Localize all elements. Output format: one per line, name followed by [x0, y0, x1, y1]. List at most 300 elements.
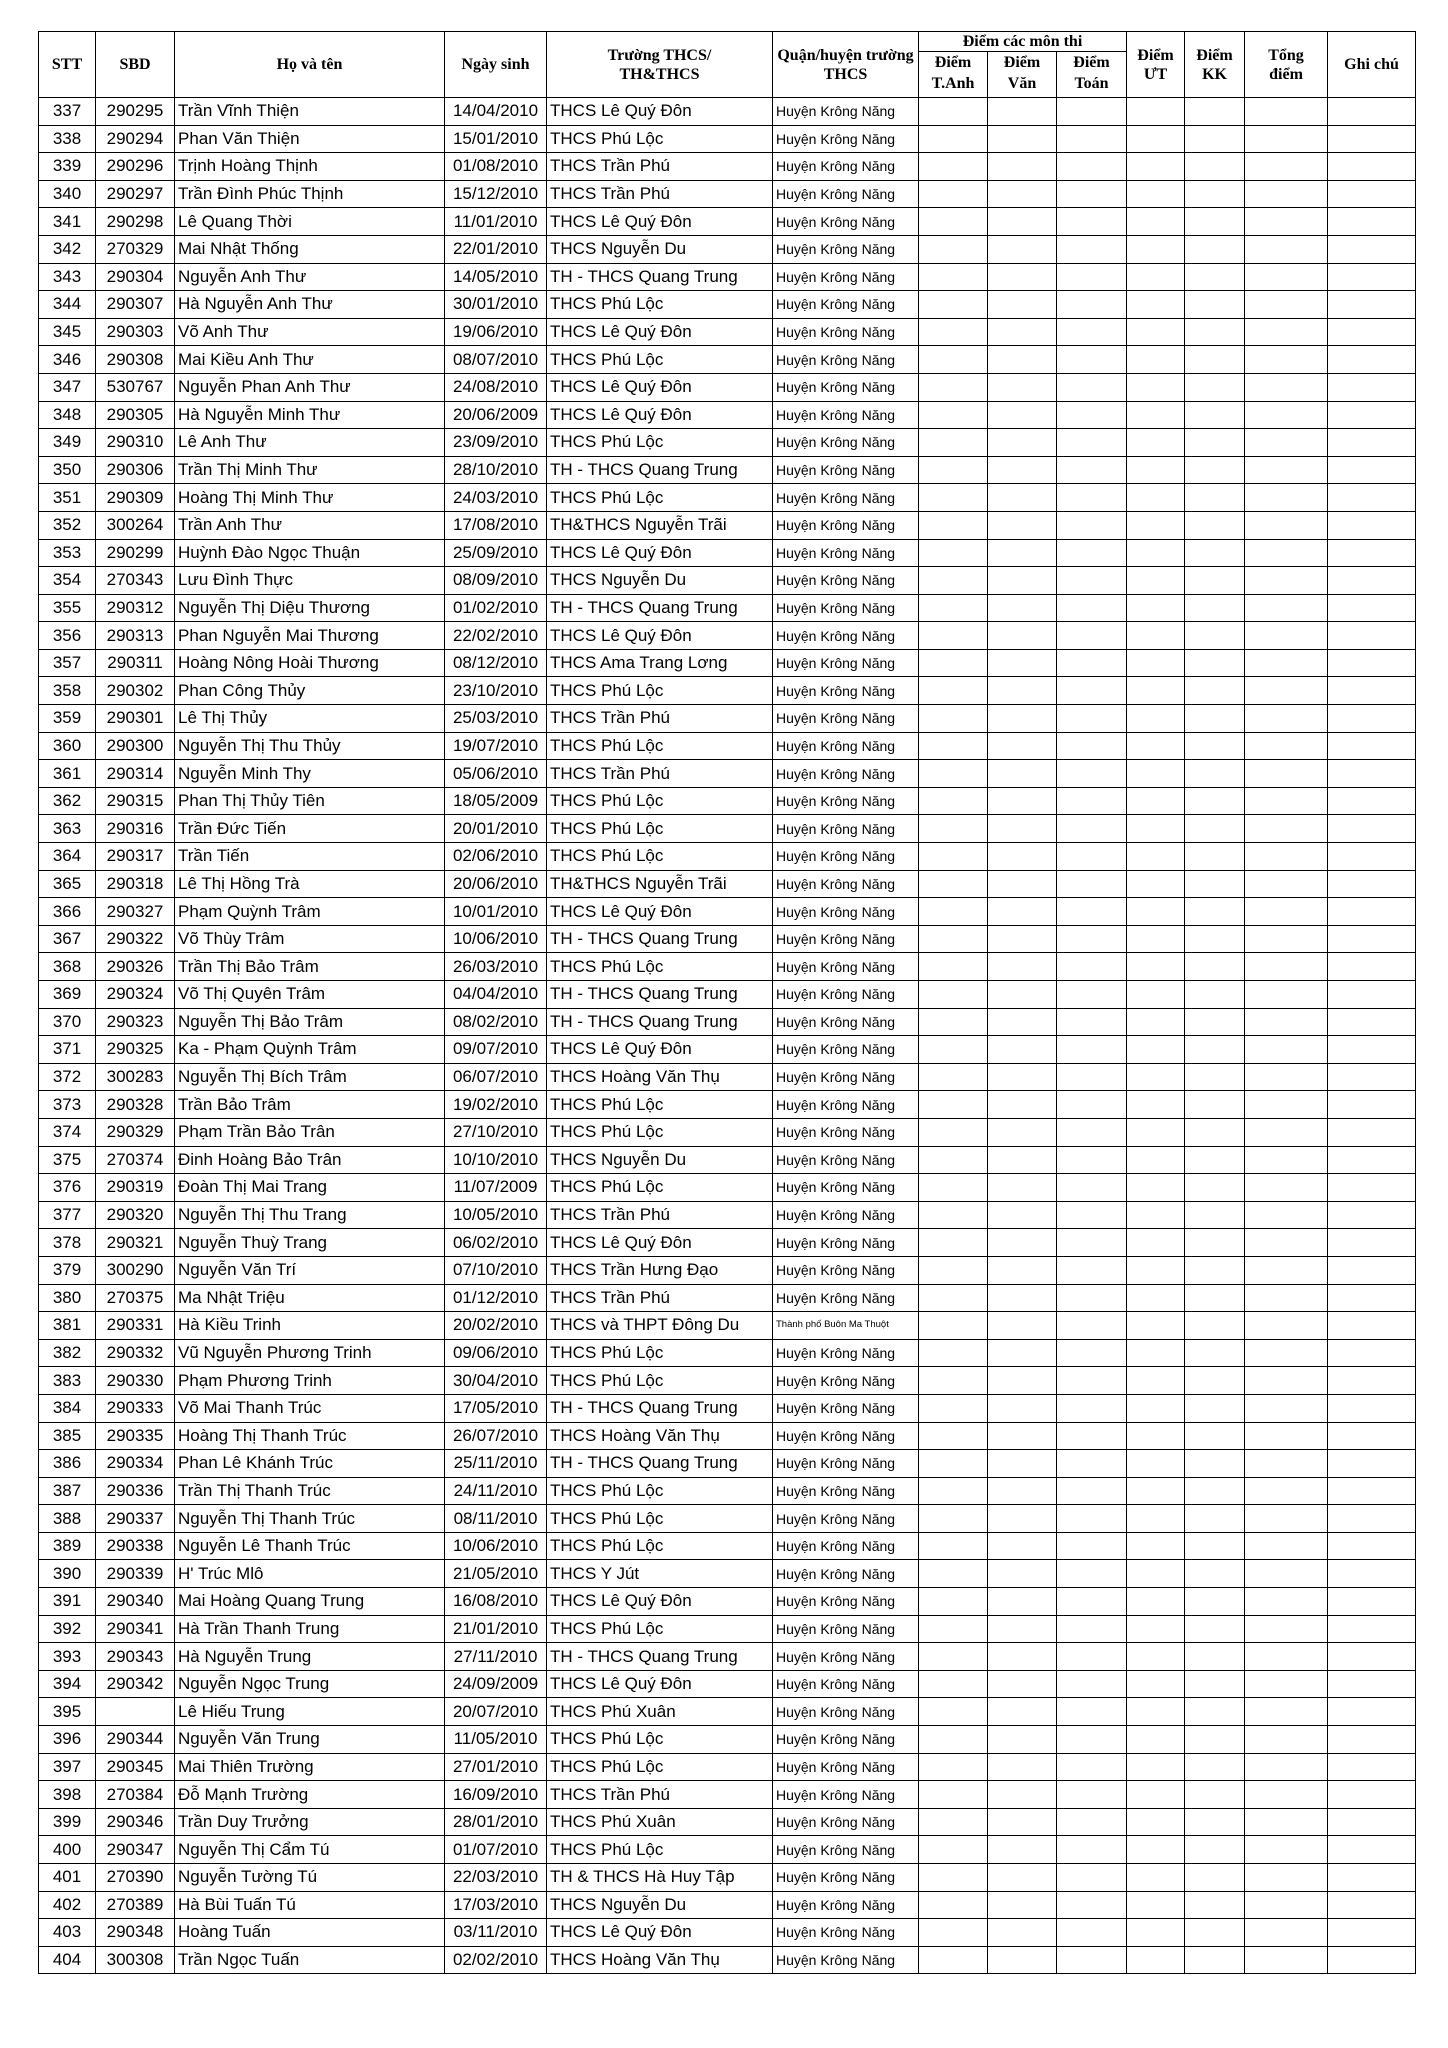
table-row: [39, 1588, 1416, 1616]
cell-total: [1245, 484, 1328, 512]
cell-score-math: [1057, 760, 1127, 788]
cell-note: [1328, 677, 1416, 705]
cell-priority: [1127, 1036, 1185, 1064]
cell-sbd: 300308: [96, 1946, 175, 1974]
cell-stt: 339: [39, 153, 96, 181]
cell-bonus: [1185, 1588, 1245, 1616]
cell-stt: 393: [39, 1643, 96, 1671]
cell-dob: 27/10/2010: [445, 1118, 547, 1146]
cell-bonus: [1185, 373, 1245, 401]
cell-total: [1245, 1891, 1328, 1919]
cell-stt: 365: [39, 870, 96, 898]
cell-name: Nguyễn Văn Trung: [175, 1726, 445, 1754]
cell-bonus: [1185, 953, 1245, 981]
cell-sbd: 290325: [96, 1036, 175, 1064]
table-row: [39, 1284, 1416, 1312]
cell-total: [1245, 1146, 1328, 1174]
cell-score-literature: [988, 1891, 1057, 1919]
cell-bonus: [1185, 1450, 1245, 1478]
cell-note: [1328, 981, 1416, 1009]
cell-score-literature: [988, 1753, 1057, 1781]
cell-district: Huyện Krông Năng: [773, 1560, 919, 1588]
cell-priority: [1127, 843, 1185, 871]
cell-total: [1245, 925, 1328, 953]
cell-bonus: [1185, 843, 1245, 871]
cell-sbd: 290301: [96, 705, 175, 733]
cell-name: Nguyễn Thị Thu Trang: [175, 1201, 445, 1229]
cell-dob: 08/07/2010: [445, 346, 547, 374]
table-row: [39, 318, 1416, 346]
cell-note: [1328, 429, 1416, 457]
cell-dob: 30/01/2010: [445, 291, 547, 319]
cell-note: [1328, 1864, 1416, 1892]
cell-school: THCS Trần Hưng Đạo: [547, 1256, 773, 1284]
cell-bonus: [1185, 180, 1245, 208]
cell-total: [1245, 1256, 1328, 1284]
cell-school: THCS Y Jút: [547, 1560, 773, 1588]
cell-district: Huyện Krông Năng: [773, 1891, 919, 1919]
cell-sbd: 290308: [96, 346, 175, 374]
cell-score-literature: [988, 925, 1057, 953]
cell-note: [1328, 1505, 1416, 1533]
table-row: [39, 1450, 1416, 1478]
cell-district: Huyện Krông Năng: [773, 346, 919, 374]
cell-score-literature: [988, 870, 1057, 898]
cell-district: Huyện Krông Năng: [773, 1008, 919, 1036]
cell-name: Trần Anh Thư: [175, 511, 445, 539]
cell-bonus: [1185, 98, 1245, 126]
cell-name: Trịnh Hoàng Thịnh: [175, 153, 445, 181]
cell-school: TH - THCS Quang Trung: [547, 925, 773, 953]
cell-note: [1328, 732, 1416, 760]
cell-note: [1328, 843, 1416, 871]
cell-score-literature: [988, 732, 1057, 760]
cell-total: [1245, 1643, 1328, 1671]
cell-score-literature: [988, 539, 1057, 567]
cell-total: [1245, 1560, 1328, 1588]
cell-district: Huyện Krông Năng: [773, 1919, 919, 1947]
cell-district: Huyện Krông Năng: [773, 153, 919, 181]
cell-sbd: 270329: [96, 235, 175, 263]
cell-bonus: [1185, 208, 1245, 236]
cell-score-english: [919, 291, 988, 319]
cell-dob: 08/02/2010: [445, 1008, 547, 1036]
cell-score-english: [919, 925, 988, 953]
cell-score-math: [1057, 180, 1127, 208]
cell-score-english: [919, 318, 988, 346]
cell-name: Trần Tiến: [175, 843, 445, 871]
cell-sbd: 270375: [96, 1284, 175, 1312]
cell-school: THCS Lê Quý Đôn: [547, 98, 773, 126]
table-row: [39, 760, 1416, 788]
cell-school: TH&THCS Nguyễn Trãi: [547, 870, 773, 898]
cell-total: [1245, 870, 1328, 898]
cell-bonus: [1185, 318, 1245, 346]
cell-dob: 09/07/2010: [445, 1036, 547, 1064]
cell-priority: [1127, 180, 1185, 208]
cell-dob: 18/05/2009: [445, 787, 547, 815]
cell-dob: 17/05/2010: [445, 1394, 547, 1422]
cell-name: Phan Nguyễn Mai Thương: [175, 622, 445, 650]
cell-dob: 26/03/2010: [445, 953, 547, 981]
cell-bonus: [1185, 1036, 1245, 1064]
cell-score-math: [1057, 1919, 1127, 1947]
cell-score-english: [919, 649, 988, 677]
table-row: [39, 235, 1416, 263]
cell-name: Hà Bùi Tuấn Tú: [175, 1891, 445, 1919]
cell-note: [1328, 815, 1416, 843]
table-row: [39, 787, 1416, 815]
table-row: [39, 484, 1416, 512]
cell-name: Trần Vĩnh Thiện: [175, 98, 445, 126]
cell-note: [1328, 291, 1416, 319]
cell-note: [1328, 1312, 1416, 1340]
cell-dob: 19/07/2010: [445, 732, 547, 760]
table-row: [39, 953, 1416, 981]
cell-sbd: 290326: [96, 953, 175, 981]
cell-bonus: [1185, 539, 1245, 567]
cell-score-math: [1057, 1643, 1127, 1671]
cell-score-math: [1057, 429, 1127, 457]
cell-note: [1328, 208, 1416, 236]
cell-score-english: [919, 1339, 988, 1367]
cell-note: [1328, 1726, 1416, 1754]
cell-school: THCS Trần Phú: [547, 760, 773, 788]
header-score-english: Điểm T.Anh: [919, 52, 988, 98]
cell-sbd: 270343: [96, 567, 175, 595]
cell-priority: [1127, 346, 1185, 374]
cell-district: Huyện Krông Năng: [773, 1256, 919, 1284]
cell-stt: 390: [39, 1560, 96, 1588]
cell-sbd: 290344: [96, 1726, 175, 1754]
cell-score-english: [919, 1836, 988, 1864]
table-row: [39, 1008, 1416, 1036]
cell-sbd: 270374: [96, 1146, 175, 1174]
cell-name: Nguyễn Thị Diệu Thương: [175, 594, 445, 622]
cell-name: Ma Nhật Triệu: [175, 1284, 445, 1312]
cell-district: Huyện Krông Năng: [773, 567, 919, 595]
cell-score-math: [1057, 318, 1127, 346]
cell-priority: [1127, 318, 1185, 346]
cell-score-literature: [988, 1560, 1057, 1588]
cell-school: TH - THCS Quang Trung: [547, 456, 773, 484]
cell-note: [1328, 1919, 1416, 1947]
cell-score-literature: [988, 346, 1057, 374]
cell-bonus: [1185, 153, 1245, 181]
cell-score-literature: [988, 649, 1057, 677]
cell-dob: 08/09/2010: [445, 567, 547, 595]
cell-score-english: [919, 1174, 988, 1202]
cell-district: Huyện Krông Năng: [773, 1505, 919, 1533]
cell-total: [1245, 153, 1328, 181]
cell-district: Huyện Krông Năng: [773, 263, 919, 291]
cell-score-english: [919, 1753, 988, 1781]
cell-score-math: [1057, 1008, 1127, 1036]
table-row: [39, 291, 1416, 319]
cell-priority: [1127, 1063, 1185, 1091]
cell-total: [1245, 511, 1328, 539]
cell-note: [1328, 1753, 1416, 1781]
cell-school: THCS Nguyễn Du: [547, 567, 773, 595]
cell-stt: 391: [39, 1588, 96, 1616]
cell-score-math: [1057, 1532, 1127, 1560]
cell-district: Huyện Krông Năng: [773, 1532, 919, 1560]
cell-bonus: [1185, 870, 1245, 898]
table-row: [39, 1036, 1416, 1064]
cell-dob: 04/04/2010: [445, 981, 547, 1009]
cell-score-literature: [988, 1256, 1057, 1284]
table-row: [39, 1726, 1416, 1754]
cell-score-english: [919, 1588, 988, 1616]
cell-priority: [1127, 1008, 1185, 1036]
cell-score-literature: [988, 1367, 1057, 1395]
cell-sbd: 290338: [96, 1532, 175, 1560]
cell-note: [1328, 705, 1416, 733]
cell-sbd: 290297: [96, 180, 175, 208]
cell-name: Nguyễn Thị Thu Thủy: [175, 732, 445, 760]
cell-score-english: [919, 953, 988, 981]
cell-priority: [1127, 1891, 1185, 1919]
cell-school: THCS Trần Phú: [547, 1201, 773, 1229]
cell-school: THCS Phú Lộc: [547, 1339, 773, 1367]
cell-dob: 26/07/2010: [445, 1422, 547, 1450]
cell-score-math: [1057, 649, 1127, 677]
table-row: [39, 1339, 1416, 1367]
table-row: [39, 456, 1416, 484]
cell-priority: [1127, 235, 1185, 263]
cell-dob: 24/08/2010: [445, 373, 547, 401]
cell-score-math: [1057, 1118, 1127, 1146]
cell-dob: 06/02/2010: [445, 1229, 547, 1257]
cell-name: Đỗ Mạnh Trường: [175, 1781, 445, 1809]
cell-stt: 374: [39, 1118, 96, 1146]
cell-district: Huyện Krông Năng: [773, 594, 919, 622]
cell-bonus: [1185, 1836, 1245, 1864]
cell-score-literature: [988, 235, 1057, 263]
cell-name: Hoàng Tuấn: [175, 1919, 445, 1947]
cell-total: [1245, 649, 1328, 677]
cell-score-literature: [988, 1174, 1057, 1202]
cell-school: THCS Phú Xuân: [547, 1698, 773, 1726]
cell-stt: 404: [39, 1946, 96, 1974]
cell-district: Huyện Krông Năng: [773, 1670, 919, 1698]
cell-score-literature: [988, 622, 1057, 650]
cell-name: Phạm Trần Bảo Trân: [175, 1118, 445, 1146]
cell-score-literature: [988, 263, 1057, 291]
cell-dob: 10/06/2010: [445, 1532, 547, 1560]
cell-score-literature: [988, 1284, 1057, 1312]
table-row: [39, 346, 1416, 374]
cell-note: [1328, 1284, 1416, 1312]
cell-school: THCS Trần Phú: [547, 180, 773, 208]
cell-stt: 369: [39, 981, 96, 1009]
cell-priority: [1127, 1118, 1185, 1146]
cell-score-math: [1057, 401, 1127, 429]
cell-school: THCS Phú Lộc: [547, 125, 773, 153]
cell-name: Đinh Hoàng Bảo Trân: [175, 1146, 445, 1174]
cell-priority: [1127, 511, 1185, 539]
cell-priority: [1127, 594, 1185, 622]
cell-total: [1245, 1174, 1328, 1202]
cell-name: Hoàng Thị Minh Thư: [175, 484, 445, 512]
cell-sbd: 290306: [96, 456, 175, 484]
cell-name: Phan Thị Thủy Tiên: [175, 787, 445, 815]
cell-stt: 382: [39, 1339, 96, 1367]
cell-school: TH - THCS Quang Trung: [547, 263, 773, 291]
cell-school: THCS Phú Lộc: [547, 843, 773, 871]
table-row: [39, 1808, 1416, 1836]
cell-total: [1245, 208, 1328, 236]
cell-school: THCS Nguyễn Du: [547, 1146, 773, 1174]
cell-stt: 386: [39, 1450, 96, 1478]
cell-school: TH - THCS Quang Trung: [547, 1394, 773, 1422]
cell-sbd: 290299: [96, 539, 175, 567]
cell-note: [1328, 1394, 1416, 1422]
cell-score-literature: [988, 1339, 1057, 1367]
cell-score-math: [1057, 843, 1127, 871]
cell-bonus: [1185, 1284, 1245, 1312]
cell-stt: 378: [39, 1229, 96, 1257]
cell-sbd: 290323: [96, 1008, 175, 1036]
cell-sbd: 290296: [96, 153, 175, 181]
cell-name: Hà Trần Thanh Trung: [175, 1615, 445, 1643]
cell-sbd: 290305: [96, 401, 175, 429]
header-name: Họ và tên: [175, 32, 445, 98]
cell-score-english: [919, 1477, 988, 1505]
cell-dob: 14/04/2010: [445, 98, 547, 126]
cell-stt: 366: [39, 898, 96, 926]
cell-district: Huyện Krông Năng: [773, 732, 919, 760]
cell-bonus: [1185, 346, 1245, 374]
cell-sbd: 290339: [96, 1560, 175, 1588]
cell-district: Huyện Krông Năng: [773, 1615, 919, 1643]
cell-stt: 351: [39, 484, 96, 512]
cell-sbd: 290334: [96, 1450, 175, 1478]
cell-stt: 389: [39, 1532, 96, 1560]
cell-name: Nguyễn Thuỳ Trang: [175, 1229, 445, 1257]
cell-dob: 22/02/2010: [445, 622, 547, 650]
cell-note: [1328, 1339, 1416, 1367]
cell-name: Phạm Quỳnh Trâm: [175, 898, 445, 926]
cell-bonus: [1185, 263, 1245, 291]
cell-score-math: [1057, 705, 1127, 733]
cell-score-english: [919, 1229, 988, 1257]
cell-stt: 397: [39, 1753, 96, 1781]
cell-priority: [1127, 760, 1185, 788]
cell-sbd: 290340: [96, 1588, 175, 1616]
cell-bonus: [1185, 511, 1245, 539]
cell-score-math: [1057, 484, 1127, 512]
cell-total: [1245, 235, 1328, 263]
cell-note: [1328, 1588, 1416, 1616]
cell-stt: 402: [39, 1891, 96, 1919]
cell-dob: 15/12/2010: [445, 180, 547, 208]
cell-score-literature: [988, 1477, 1057, 1505]
cell-priority: [1127, 1091, 1185, 1119]
cell-school: TH - THCS Quang Trung: [547, 1008, 773, 1036]
cell-bonus: [1185, 1146, 1245, 1174]
cell-bonus: [1185, 125, 1245, 153]
cell-school: THCS Phú Lộc: [547, 291, 773, 319]
cell-dob: 02/06/2010: [445, 843, 547, 871]
cell-sbd: 270390: [96, 1864, 175, 1892]
cell-note: [1328, 1891, 1416, 1919]
cell-score-english: [919, 125, 988, 153]
cell-total: [1245, 1339, 1328, 1367]
cell-note: [1328, 153, 1416, 181]
cell-name: Lê Anh Thư: [175, 429, 445, 457]
cell-bonus: [1185, 1532, 1245, 1560]
cell-score-literature: [988, 567, 1057, 595]
cell-district: Huyện Krông Năng: [773, 511, 919, 539]
cell-school: THCS Phú Lộc: [547, 1118, 773, 1146]
cell-score-english: [919, 1615, 988, 1643]
cell-note: [1328, 1256, 1416, 1284]
cell-total: [1245, 981, 1328, 1009]
cell-dob: 25/03/2010: [445, 705, 547, 733]
cell-school: THCS Phú Lộc: [547, 1615, 773, 1643]
table-row: [39, 898, 1416, 926]
cell-district: Huyện Krông Năng: [773, 1450, 919, 1478]
cell-name: Trần Duy Trưởng: [175, 1808, 445, 1836]
cell-score-literature: [988, 898, 1057, 926]
cell-sbd: 290295: [96, 98, 175, 126]
cell-name: Hà Nguyễn Trung: [175, 1643, 445, 1671]
cell-score-math: [1057, 153, 1127, 181]
cell-score-english: [919, 456, 988, 484]
cell-dob: 27/11/2010: [445, 1643, 547, 1671]
cell-score-english: [919, 263, 988, 291]
table-row: [39, 815, 1416, 843]
cell-total: [1245, 1118, 1328, 1146]
cell-total: [1245, 1781, 1328, 1809]
cell-dob: 03/11/2010: [445, 1919, 547, 1947]
cell-note: [1328, 1450, 1416, 1478]
cell-school: THCS Phú Lộc: [547, 346, 773, 374]
cell-bonus: [1185, 732, 1245, 760]
cell-note: [1328, 649, 1416, 677]
cell-priority: [1127, 1477, 1185, 1505]
cell-sbd: 290332: [96, 1339, 175, 1367]
cell-score-english: [919, 870, 988, 898]
cell-note: [1328, 373, 1416, 401]
cell-district: Huyện Krông Năng: [773, 1063, 919, 1091]
cell-sbd: 290320: [96, 1201, 175, 1229]
cell-sbd: 290345: [96, 1753, 175, 1781]
cell-note: [1328, 1201, 1416, 1229]
table-row: [39, 1367, 1416, 1395]
cell-score-math: [1057, 1284, 1127, 1312]
cell-stt: 400: [39, 1836, 96, 1864]
cell-sbd: 290324: [96, 981, 175, 1009]
cell-dob: 30/04/2010: [445, 1367, 547, 1395]
cell-score-math: [1057, 373, 1127, 401]
cell-total: [1245, 1036, 1328, 1064]
cell-name: Trần Bảo Trâm: [175, 1091, 445, 1119]
cell-bonus: [1185, 291, 1245, 319]
cell-school: TH - THCS Quang Trung: [547, 594, 773, 622]
cell-district: Huyện Krông Năng: [773, 180, 919, 208]
cell-district: Huyện Krông Năng: [773, 1146, 919, 1174]
cell-bonus: [1185, 1670, 1245, 1698]
cell-name: Hà Nguyễn Minh Thư: [175, 401, 445, 429]
cell-score-math: [1057, 1450, 1127, 1478]
cell-note: [1328, 1008, 1416, 1036]
cell-bonus: [1185, 898, 1245, 926]
cell-score-english: [919, 1450, 988, 1478]
cell-dob: 21/05/2010: [445, 1560, 547, 1588]
cell-school: THCS Trần Phú: [547, 705, 773, 733]
